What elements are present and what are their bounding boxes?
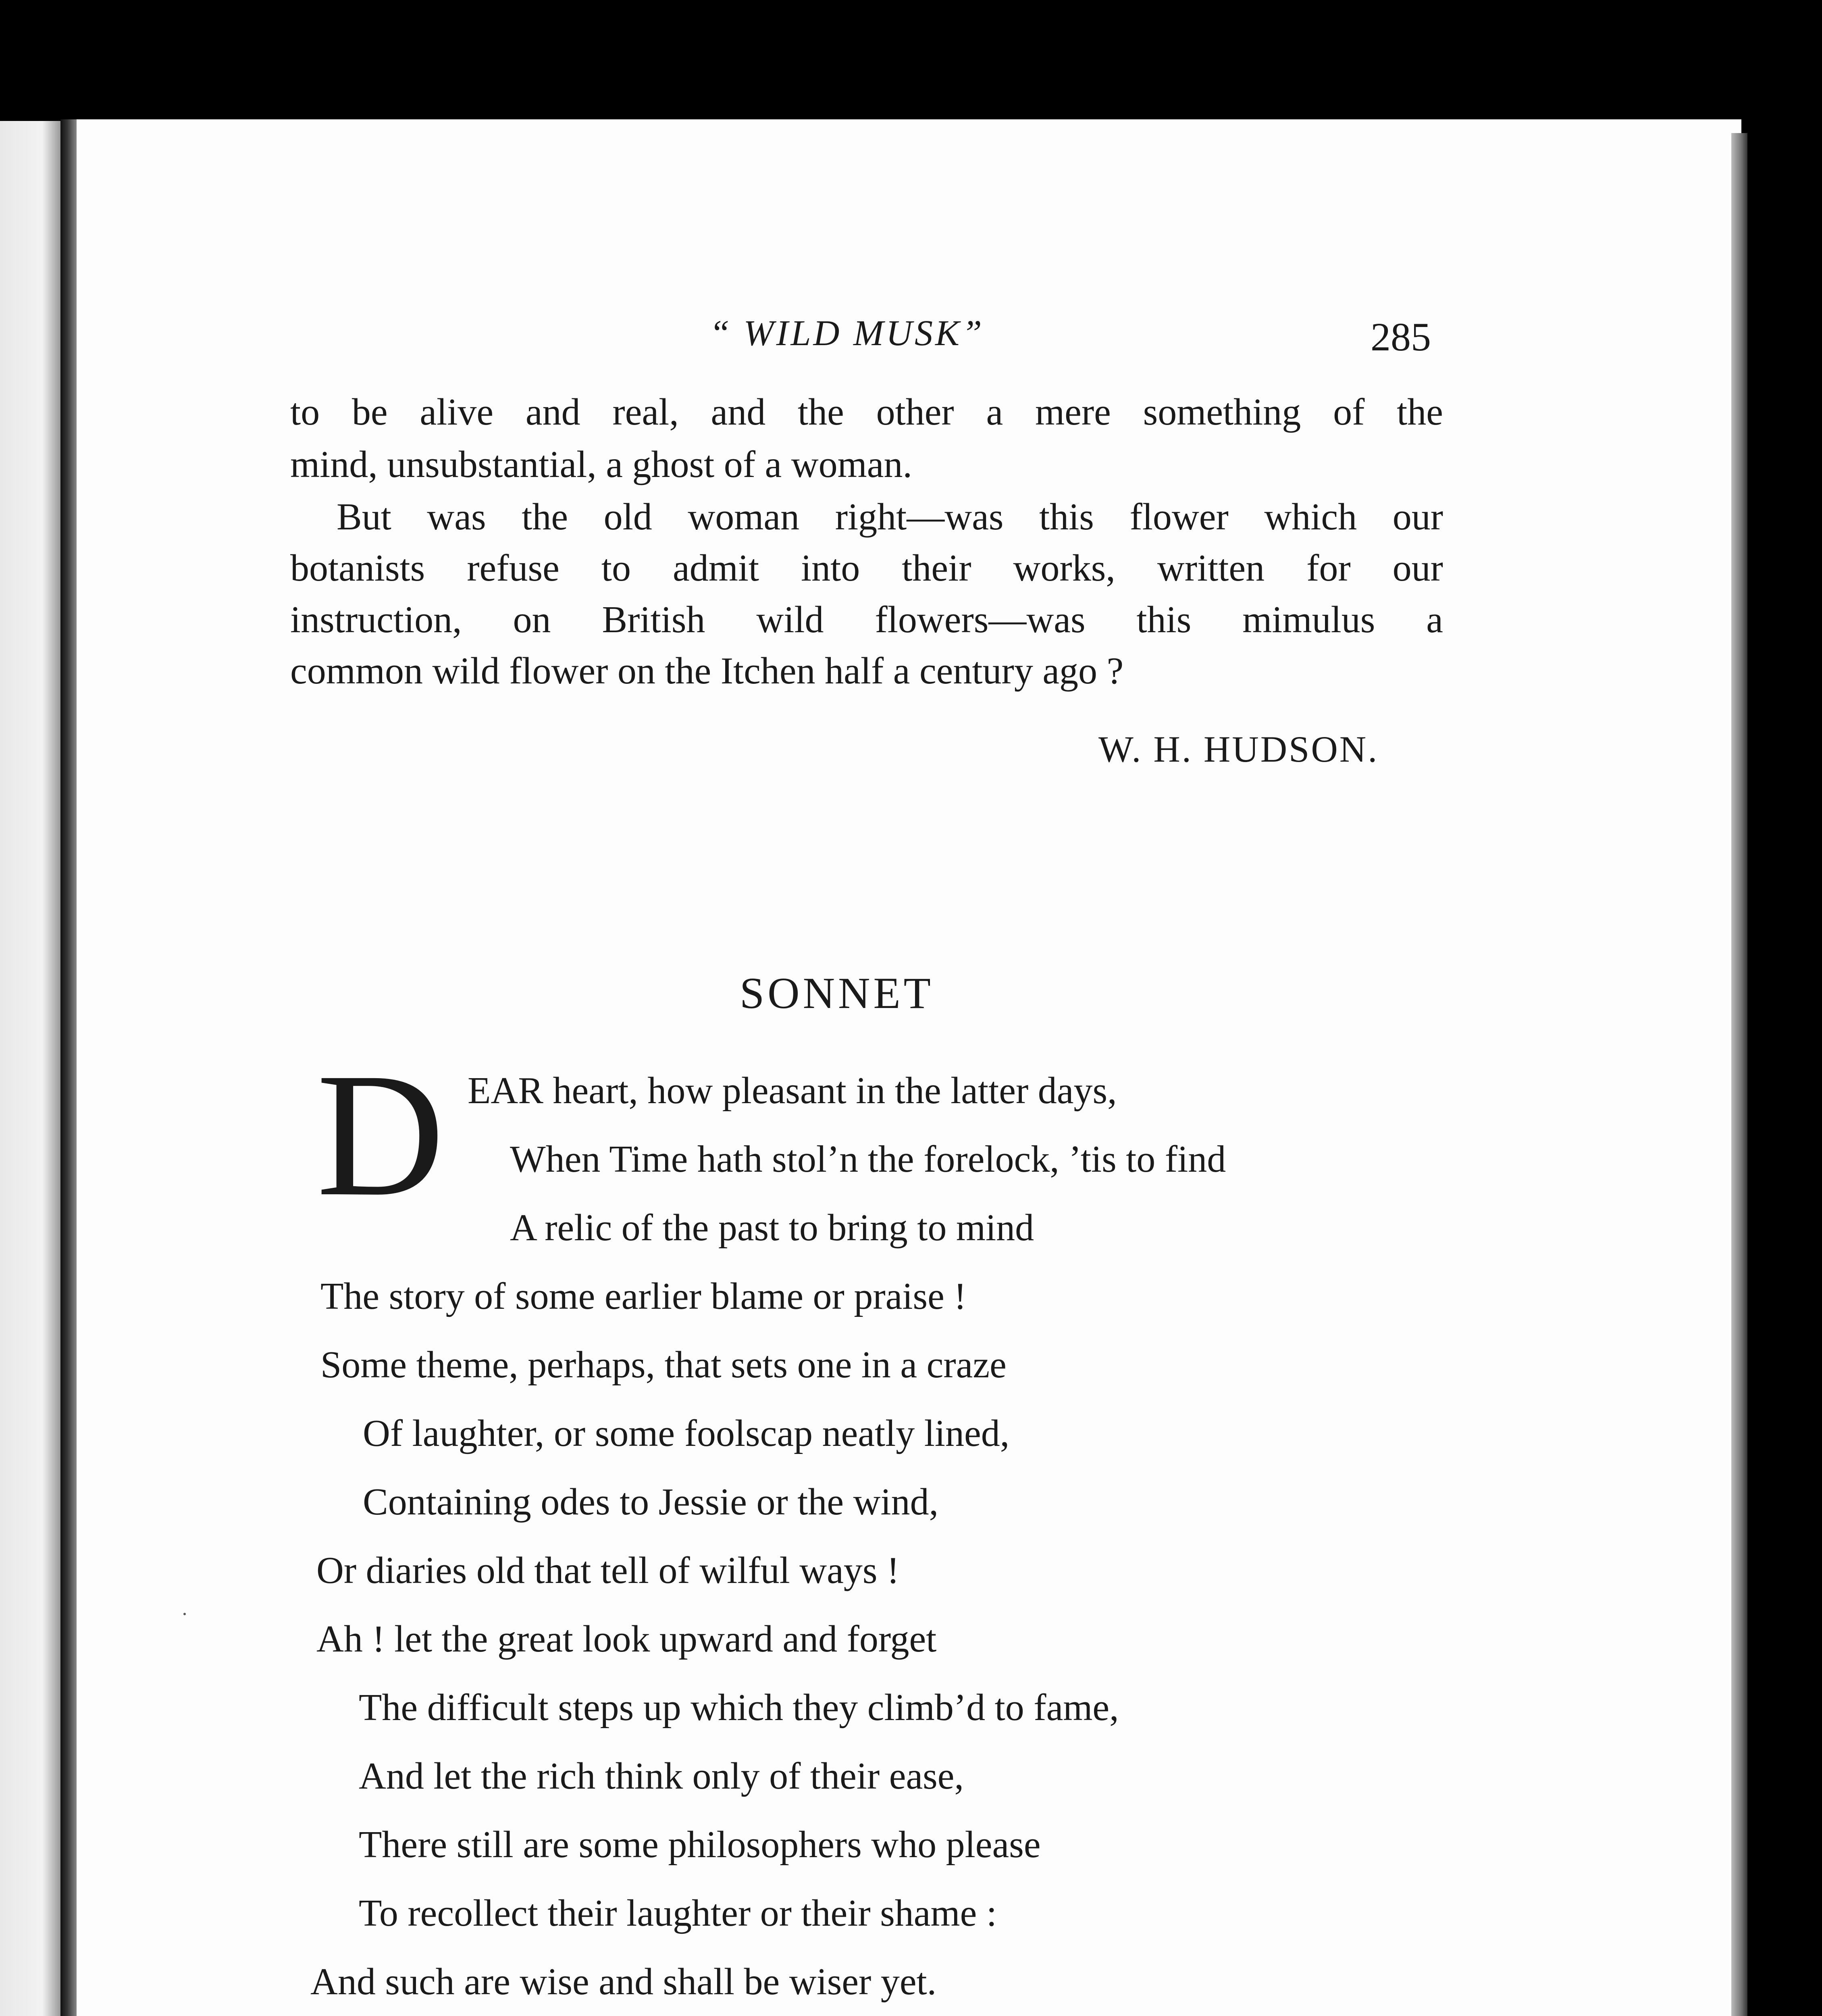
verse-line: And let the rich think only of their ease, (359, 1755, 964, 1797)
gutter-shadow (60, 119, 77, 2016)
verse-line: To recollect their laughter or their shame : (359, 1892, 997, 1934)
drop-cap: D (316, 1037, 445, 1233)
poem-title: SONNET (740, 968, 934, 1018)
page-number: 285 (1371, 314, 1431, 359)
verse-line: EAR heart, how pleasant in the latter days, (468, 1070, 1117, 1112)
essay-author: W. H. HUDSON. (1098, 729, 1379, 770)
essay-line: botanists refuse to admit into their works, written for our (290, 547, 1443, 589)
verse-line: Or diaries old that tell of wilful ways ! (316, 1549, 900, 1591)
essay-line: But was the old woman right—was this flower which our (337, 496, 1443, 538)
verse-line: The difficult steps up which they climb’d to fame, (359, 1687, 1119, 1729)
running-head: “ WILD MUSK” (709, 313, 985, 353)
verse-line: A relic of the past to bring to mind (510, 1207, 1034, 1249)
essay-line: instruction, on British wild flowers—was this mimulus a (290, 599, 1443, 641)
verse-line: Containing odes to Jessie or the wind, (363, 1481, 939, 1523)
dust-speck (183, 1613, 186, 1615)
essay-line: to be alive and real, and the other a mere something of the (290, 391, 1443, 433)
verse-line: Some theme, perhaps, that sets one in a craze (320, 1344, 1007, 1386)
page-edge-shadow (1731, 133, 1747, 2016)
facing-page-edge (0, 121, 60, 2016)
essay-line: common wild flower on the Itchen half a century ago ? (290, 650, 1124, 692)
essay-line: mind, unsubstantial, a ghost of a woman. (290, 444, 912, 485)
verse-line: And such are wise and shall be wiser yet. (310, 1961, 937, 2003)
verse-line: When Time hath stol’n the forelock, ’tis to find (510, 1138, 1226, 1180)
verse-line: The story of some earlier blame or praise ! (320, 1275, 967, 1317)
verse-line: Ah ! let the great look upward and forget (316, 1618, 937, 1660)
verse-line: Of laughter, or some foolscap neatly lined, (363, 1412, 1010, 1454)
verse-line: There still are some philosophers who please (359, 1824, 1041, 1866)
